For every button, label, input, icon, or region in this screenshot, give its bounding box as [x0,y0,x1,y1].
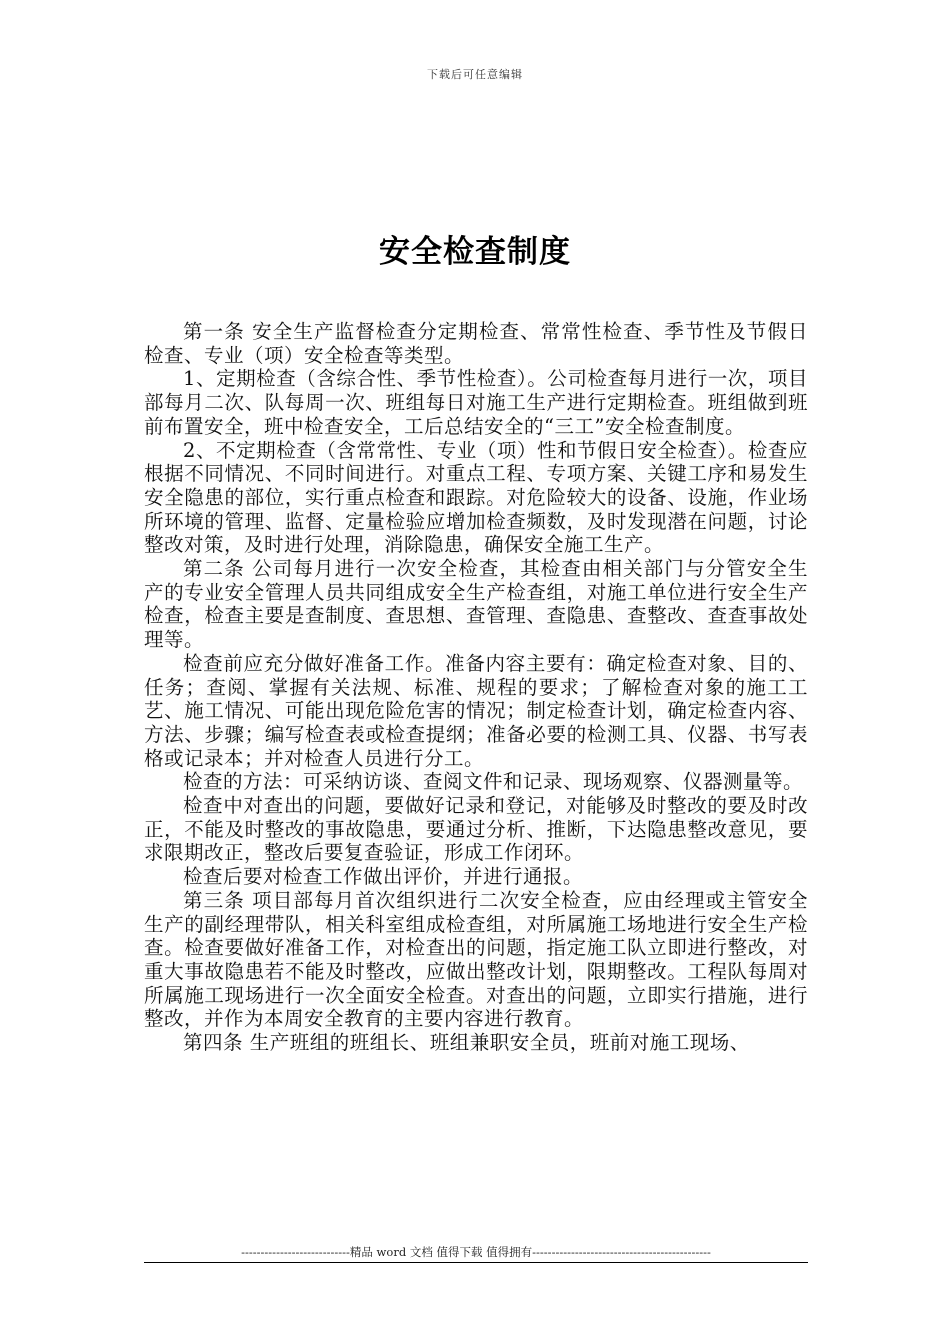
paragraph-methods: 检查的方法：可采纳访谈、查阅文件和记录、现场观察、仪器测量等。 [183,770,804,794]
document-title: 安全检查制度 [379,234,571,270]
paragraph-preparation: 检查前应充分做好准备工作。准备内容主要有：确定检查对象、目的、任务；查阅、掌握有关法规、标准、规程的要求；了解检查对象的施工工艺、施工情况、可能出现危险危害的情况；制定检查计划，确定检查内容、方法、步骤；编写检查表或检查提纲；准备必要的检测工具、仪器、书写表格或记录本；并对检查人员进行分工。 [144,651,808,770]
paragraph-article-3: 第三条 项目部每月首次组织进行二次安全检查，应由经理或主管安全生产的副经理带队，相关科室组成检查组，对所属施工场地进行安全生产检查。检查要做好准备工作，对检查出的问题，指定施工队立即进行整改，对重大事故隐患若不能及时整改，应做出整改计划，限期整改。工程队每周对所属施工现场进行一次全面安全检查。对查出的问题，立即实行措施，进行整改，并作为本周安全教育的主要内容进行教育。 [144,888,808,1031]
page-header-note: 下载后可任意编辑 [427,68,523,81]
document-body [144,320,808,1055]
paragraph-article-2: 第二条 公司每月进行一次安全检查，其检查由相关部门与分管安全生产的专业安全管理人员共同组成安全生产检查组，对施工单位进行安全生产检查，检查主要是查制度、查思想、查管理、查隐患、查整改、查查事故处理等。 [144,557,808,652]
paragraph-evaluation: 检查后要对检查工作做出评价，并进行通报。 [183,865,584,889]
paragraph-article-4: 第四条 生产班组的班组长、班组兼职安全员，班前对施工现场、 [183,1031,750,1055]
footer-divider [144,1262,808,1263]
paragraph-article-1: 第一条 安全生产监督检查分定期检查、常常性检查、季节性及节假日检查、专业（项）安全检查等类型。 [144,320,808,367]
page-footer-text: ----------------------------精品 word 文档 值得下载 值得拥有---------------------------------------------- [241,1245,711,1259]
paragraph-issue-handling: 检查中对查出的问题，要做好记录和登记，对能够及时整改的要及时改正，不能及时整改的事故隐患，要通过分析、推断，下达隐患整改意见，要求限期改正，整改后要复查验证，形成工作闭环。 [144,794,808,865]
paragraph-irregular-inspection: 2、不定期检查（含常常性、专业（项）性和节假日安全检查）。检查应根据不同情况、不同时间进行。对重点工程、专项方案、关键工序和易发生安全隐患的部位，实行重点检查和跟踪。对危险较大的设备、设施，作业场所环境的管理、监督、定量检验应增加检查频数，及时发现潜在问题，讨论整改对策，及时进行处理，消除隐患，确保安全施工生产。 [144,438,808,557]
paragraph-periodic-inspection: 1、定期检查（含综合性、季节性检查）。公司检查每月进行一次，项目部每月二次、队每周一次、班组每日对施工生产进行定期检查。班组做到班前布置安全，班中检查安全，工后总结安全的“三工”安全检查制度。 [144,367,808,438]
